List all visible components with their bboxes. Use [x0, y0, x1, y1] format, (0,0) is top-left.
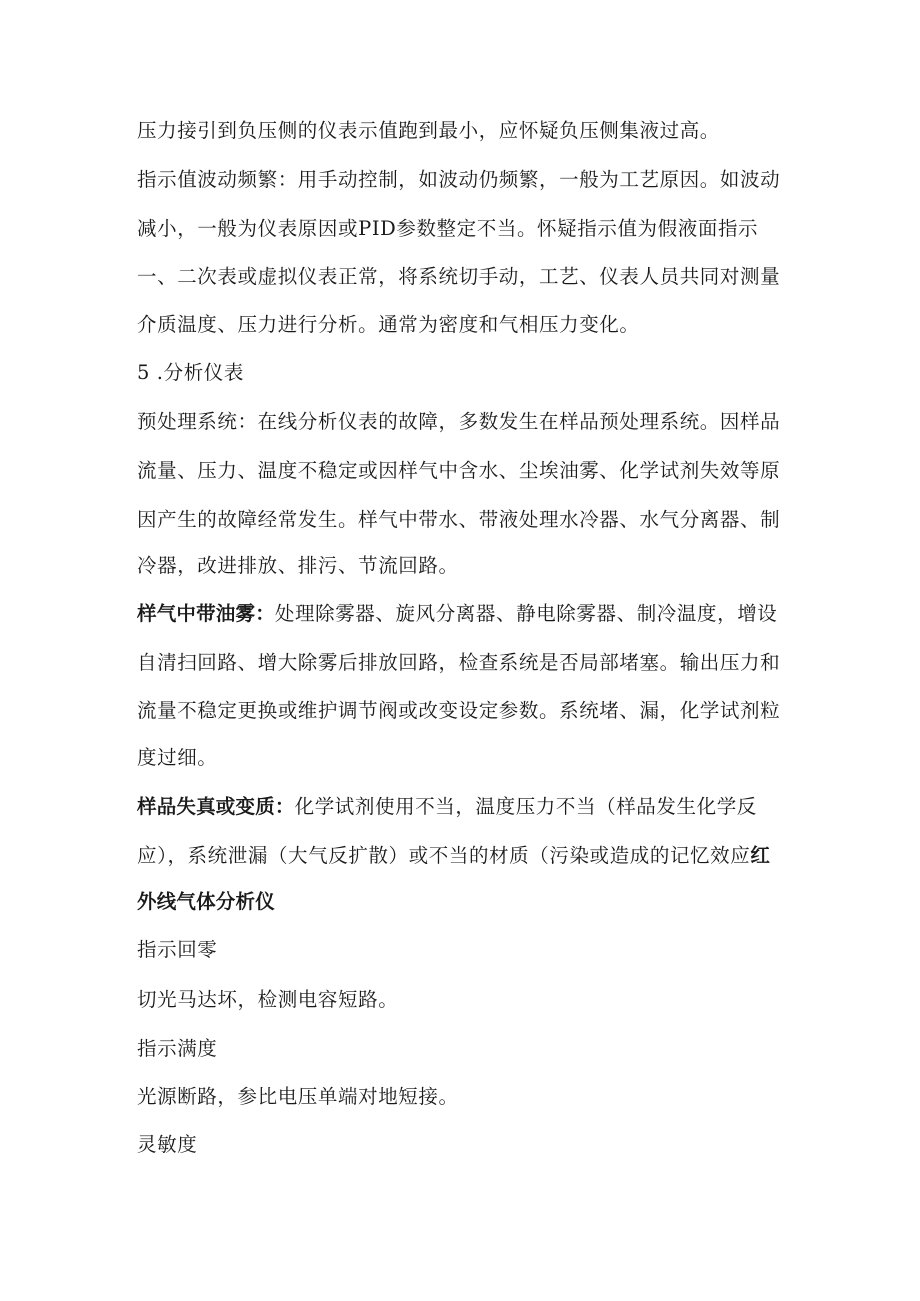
distortion-heading: 样品失真或变质：: [137, 795, 295, 818]
paragraph-line: 流量不稳定更换或维护调节阀或改变设定参数。系统堵、漏，化学试剂粒: [137, 699, 781, 722]
paragraph-line: 度过细。: [137, 746, 218, 769]
paragraph-line: 介质温度、压力进行分析。通常为密度和气相压力变化。: [137, 313, 640, 336]
paragraph-line: 光源断路，参比电压单端对地短接。: [137, 1085, 459, 1108]
distortion-text: 应），系统泄漏（大气反扩散）或不当的材质（污染或造成的记忆效应: [137, 844, 751, 867]
paragraph-line: 预处理系统：在线分析仪表的故障，多数发生在样品预处理系统。因样品: [137, 410, 781, 433]
paragraph-line: 因产生的故障经常发生。样气中带水、带液处理水冷器、水气分离器、制: [137, 508, 781, 531]
distortion-text: 化学试剂使用不当，温度压力不当（样品发生化学反: [294, 795, 757, 818]
paragraph-line: 冷器，改进排放、排污、节流回路。: [137, 554, 459, 577]
infrared-heading-start: 红: [750, 844, 771, 867]
paragraph-line: 自清扫回路、增大除雾后排放回路，检查系统是否局部堵塞。输出压力和: [137, 651, 781, 674]
oil-mist-heading: 样气中带油雾：: [137, 602, 275, 625]
paragraph-line: 减小，一般为仪表原因或PID参数整定不当。怀疑指示值为假液面指示: [137, 217, 759, 240]
distortion-paragraph-line: [137, 793, 797, 821]
paragraph-line: 一、二次表或虚拟仪表正常，将系统切手动，工艺、仪表人员共同对测量: [137, 265, 781, 288]
distortion-paragraph-line: [137, 842, 797, 870]
paragraph-line: 压力接引到负压侧的仪表示值跑到最小，应怀疑负压侧集液过高。: [137, 119, 720, 142]
infrared-heading: 外线气体分析仪: [137, 890, 275, 913]
subheading: 灵敏度: [137, 1133, 198, 1156]
oil-mist-paragraph-line: [137, 600, 797, 628]
subheading: 指示满度: [137, 1037, 218, 1060]
paragraph-line: 指示值波动频繁：用手动控制，如波动仍频繁，一般为工艺原因。如波动: [137, 168, 781, 191]
paragraph-line: 切光马达坏，检测电容短路。: [137, 988, 399, 1011]
section-heading: 5 .分析仪表: [137, 361, 245, 384]
subheading: 指示回零: [137, 938, 218, 961]
oil-mist-text: 处理除雾器、旋风分离器、静电除雾器、制冷温度，增设: [274, 602, 778, 625]
paragraph-line: 流量、压力、温度不稳定或因样气中含水、尘埃油雾、化学试剂失效等原: [137, 459, 781, 482]
